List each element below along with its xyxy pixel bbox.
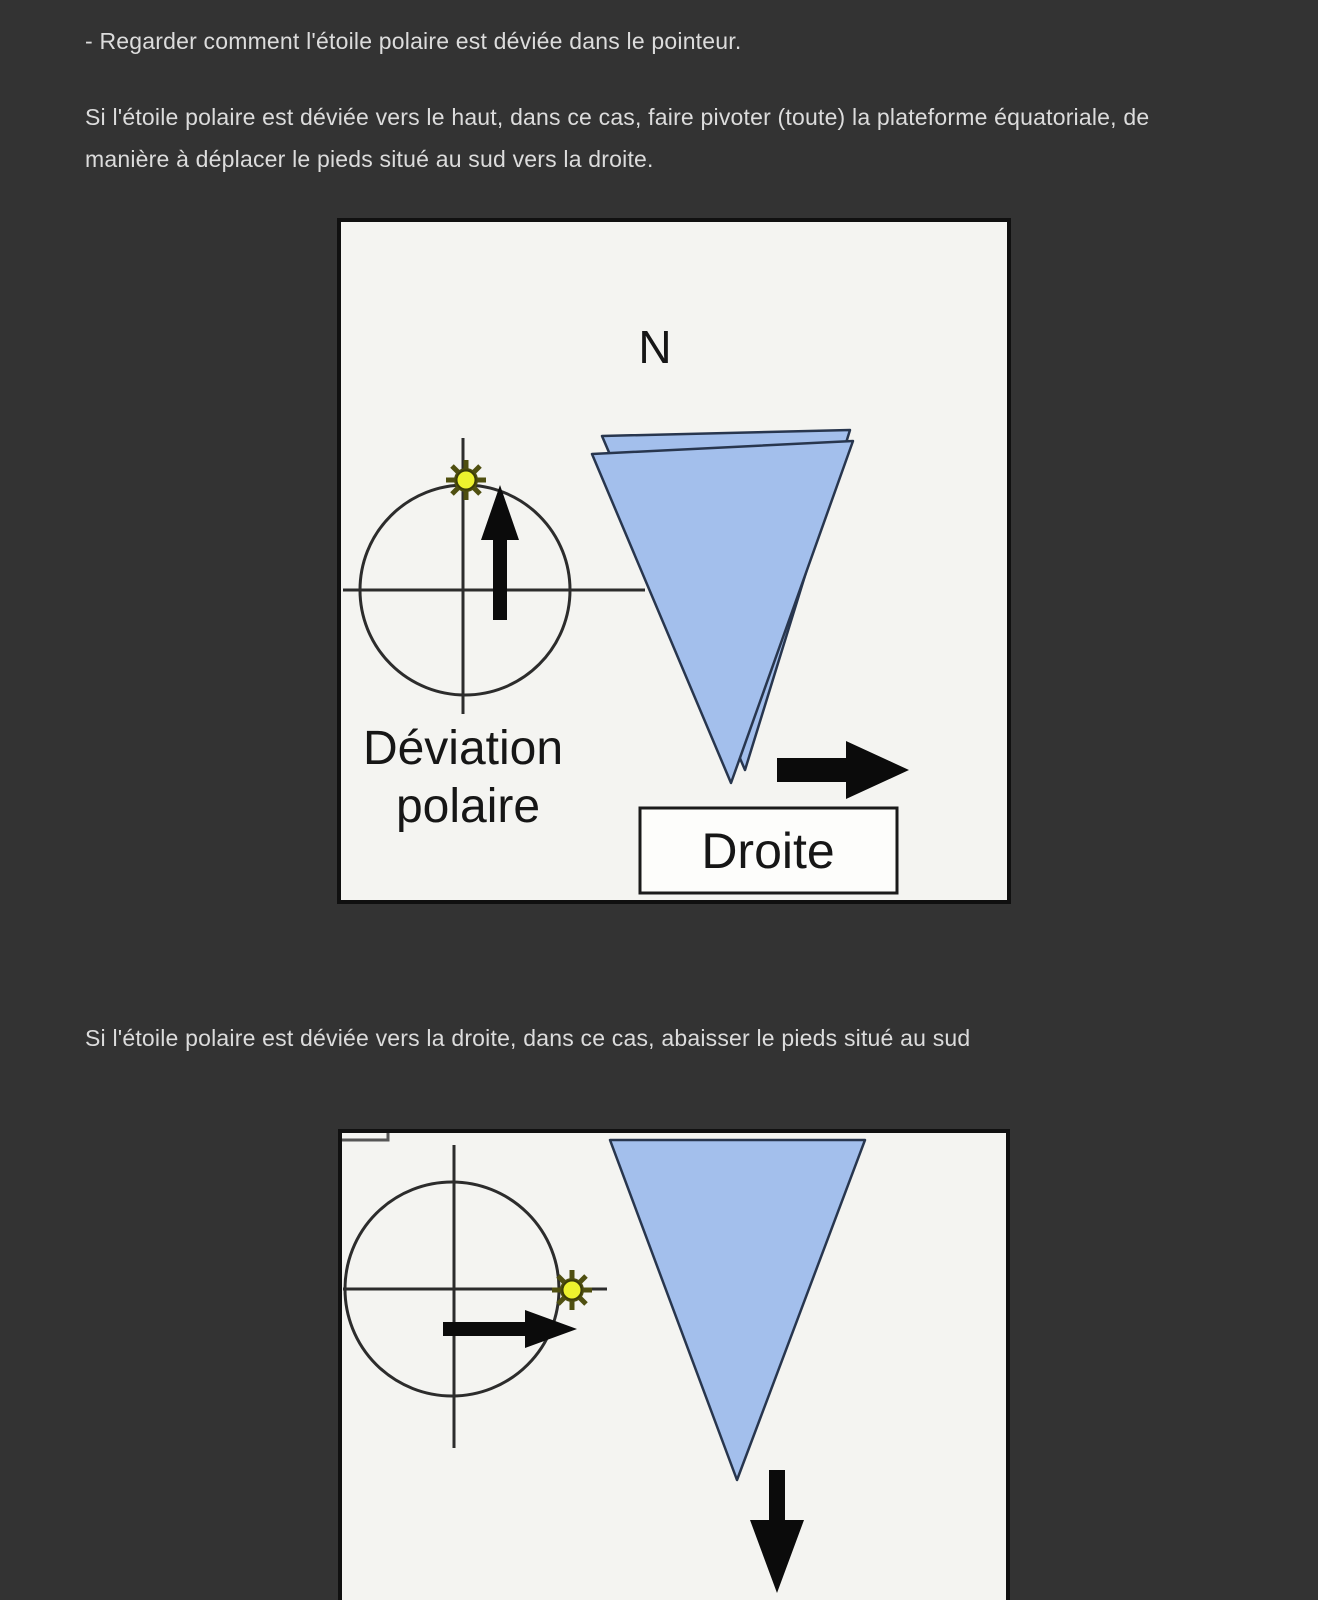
right-arrow-icon bbox=[777, 741, 909, 799]
star-icon bbox=[552, 1270, 592, 1310]
pointer-triangle-pair bbox=[592, 430, 853, 783]
direction-box bbox=[640, 808, 897, 893]
case-up-paragraph: Si l'étoile polaire est déviée vers le haut, dans ce cas, faire pivoter (toute) la plateforme équatoriale, de manière à déplacer le pieds situé au sud vers la droite. bbox=[85, 104, 1150, 172]
star-icon bbox=[446, 460, 486, 500]
case-right-paragraph: Si l'étoile polaire est déviée vers la droite, dans ce cas, abaisser le pieds situé au sud bbox=[85, 1025, 971, 1051]
north-label: N bbox=[638, 321, 672, 373]
pointer-triangle bbox=[610, 1140, 865, 1480]
deviation-label-line1: Déviation bbox=[362, 722, 564, 775]
deviation-label-line2: polaire bbox=[395, 780, 541, 833]
figure-deviation-right-canvas bbox=[342, 1133, 1006, 1600]
figure-deviation-up-canvas bbox=[341, 222, 1007, 900]
direction-box-label: Droite bbox=[701, 823, 835, 879]
up-arrow-icon bbox=[481, 485, 519, 620]
corner-notch bbox=[342, 1133, 388, 1140]
pointer-triangle-front bbox=[592, 441, 853, 783]
figure-deviation-right bbox=[338, 1129, 1010, 1600]
instruction-line: - Regarder comment l'étoile polaire est déviée dans le pointeur. bbox=[85, 28, 742, 54]
figure-deviation-up bbox=[337, 218, 1011, 904]
down-arrow-icon bbox=[750, 1470, 804, 1593]
